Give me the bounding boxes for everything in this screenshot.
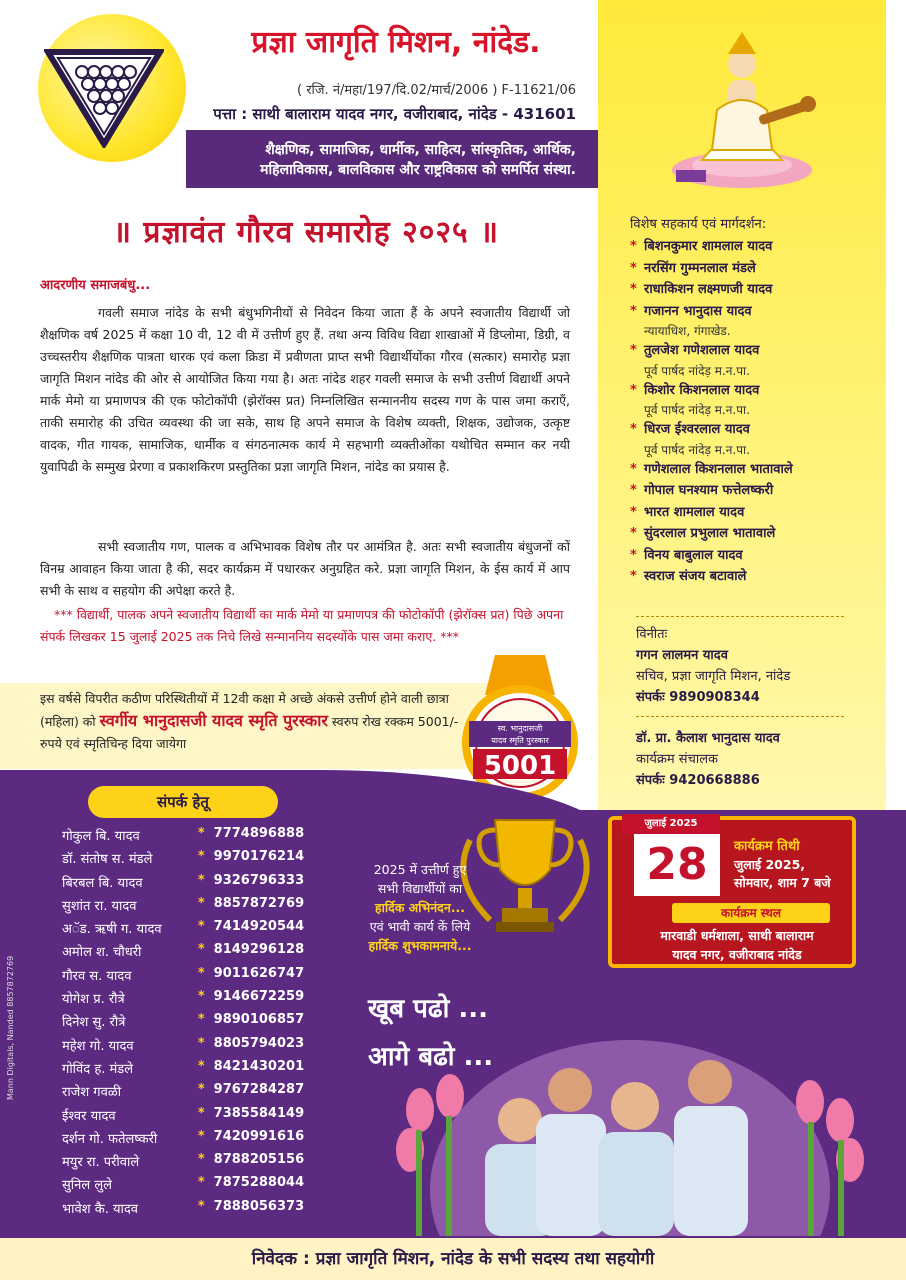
contact-name: गोविंद ह. मंडले	[62, 1061, 134, 1077]
guidance-sidebar	[630, 214, 880, 588]
contact-phone: 9326796333	[213, 872, 305, 888]
bullet-star-icon: *	[197, 919, 205, 935]
contact-name: सुशांत रा. यादव	[62, 898, 137, 914]
contact-phone: 7888056373	[213, 1198, 305, 1214]
registration-number: ( रजि. नं/महा/197/दि.02/मार्च/2006 ) F-11621/06	[297, 83, 576, 98]
member-name: बिशनकुमार शामलाल यादव	[644, 239, 773, 254]
bullet-star-icon: *	[630, 343, 637, 358]
contact-row	[62, 966, 322, 989]
guidance-member	[630, 480, 880, 502]
contact-name: अॅड. ऋषी ग. यादव	[62, 922, 162, 938]
congrats-line4: एवं भावी कार्य कें लिये	[369, 919, 471, 934]
designer-credit: Mann Digitals, Nanded 8857872769	[6, 955, 15, 1100]
contact-phone: 9890106857	[213, 1012, 305, 1028]
tagline-line1: शैक्षणिक, सामाजिक, धार्मीक, साहित्य, सांस्कृतिक, आर्थिक,	[265, 142, 576, 158]
contact-name: बिरबल बि. यादव	[62, 875, 143, 891]
contact-row	[62, 1082, 322, 1105]
contact-phone: 8421430201	[213, 1058, 305, 1074]
member-name: तुलजेश गणेशलाल यादव	[644, 343, 760, 358]
sidebar-divider	[636, 616, 844, 617]
guidance-member	[630, 380, 880, 420]
bullet-star-icon: *	[630, 547, 637, 563]
contact-phone: 7875288044	[213, 1175, 305, 1191]
medal-label-1: स्व. भानुदासजी	[497, 724, 543, 733]
medal-label-2: यादव स्मृति पुरस्कार	[491, 736, 549, 745]
bullet-star-icon: *	[197, 1152, 205, 1168]
bullet-star-icon: *	[197, 1128, 205, 1144]
member-name: स्वराज संजय बटावाले	[644, 569, 747, 584]
guidance-member	[630, 502, 880, 524]
tagline-line2: महिलाविकास, बालविकास और राष्ट्रविकास को समर्पित संस्था.	[260, 162, 576, 178]
org-title: प्रज्ञा जागृति मिशन, नांदेड.	[251, 25, 541, 60]
contact-name: गौरव स. यादव	[62, 968, 132, 984]
secretary-contact: संपर्कः 9890908344	[636, 690, 760, 705]
contact-row	[62, 849, 322, 872]
letter-paragraph-2: सभी स्वजातीय गण, पालक व अभिभावक विशेष तौर पर आमंत्रित है. अतः सभी स्वजातीय बंधुजनों कों विनम्र आवाहन किया जाता है की, सदर कार्यक्रम में पधारकर अनुग्रहित करे. प्रज्ञा जागृति मिशन, के ईस कार्य में आप सभी के साथ व सहयोग की अपेक्षा करते है.	[40, 539, 570, 598]
congrats-text	[330, 860, 510, 955]
event-date	[734, 856, 831, 892]
member-name: राधाकिशन लक्ष्मणजी यादव	[644, 282, 773, 297]
contact-phone: 8805794023	[213, 1035, 305, 1051]
contact-row	[62, 1012, 322, 1035]
contact-name: दर्शन गो. फतेलष्करी	[62, 1131, 158, 1147]
director-role: कार्यक्रम संचालक	[636, 752, 718, 767]
contact-heading: संपर्क हेतू	[88, 786, 278, 818]
contact-row	[62, 1199, 322, 1222]
bullet-star-icon: *	[197, 872, 205, 888]
contact-name: डॉ. संतोष स. मंडले	[62, 852, 153, 868]
saraswati-illustration	[662, 20, 822, 192]
bullet-star-icon: *	[197, 895, 205, 911]
venue-text	[622, 926, 852, 964]
contact-list	[62, 826, 322, 1222]
member-name: किशोर किशनलाल यादव	[644, 382, 760, 398]
guidance-member	[630, 279, 880, 301]
slogan-line1: खूब पढो ...	[368, 994, 488, 1024]
bullet-star-icon: *	[197, 942, 205, 958]
member-title: न्यायाधिश, गंगाखेड.	[644, 324, 731, 338]
guidance-member	[630, 301, 880, 341]
secretary-role: सचिव, प्रज्ञा जागृति मिशन, नांदेड	[636, 669, 791, 684]
right-margin	[886, 0, 906, 822]
footer-credit: निवेदक : प्रज्ञा जागृति मिशन, नांदेड के सभी सदस्य तथा सहयोगी	[0, 1238, 906, 1280]
contact-row	[62, 1036, 322, 1059]
bullet-star-icon: *	[630, 282, 637, 297]
bullet-star-icon: *	[197, 1175, 205, 1191]
bullet-star-icon: *	[630, 569, 637, 584]
guidance-member	[630, 566, 880, 588]
greeting: आदरणीय समाजबंधु...	[40, 278, 151, 293]
award-text-after: स्वरुप रोख रक्कम 5001/- रुपये एवं स्मृतिचिन्ह दिया जायेगा	[40, 714, 459, 751]
contact-row	[62, 826, 322, 849]
bullet-star-icon: *	[630, 483, 637, 498]
contact-row	[62, 1129, 322, 1152]
venue-heading: कार्यक्रम स्थल	[672, 903, 830, 923]
member-name: भारत शामलाल यादव	[644, 504, 745, 520]
member-name: नरसिंग गुम्मनलाल मंडले	[644, 260, 756, 276]
award-text	[40, 688, 460, 755]
contact-name: सुनिल लुले	[62, 1178, 112, 1194]
member-name: गोपाल घनश्याम फत्तेलष्करी	[644, 483, 774, 498]
contact-phone: 9011626747	[213, 965, 305, 981]
contact-name: गोकुल बि. यादव	[62, 829, 140, 844]
member-title: पूर्व पार्षद नांदेड़ म.न.पा.	[644, 442, 750, 457]
congrats-line3: हार्दिक अभिनंदन...	[374, 900, 466, 915]
contact-phone: 7414920544	[213, 919, 305, 935]
congrats-line1: 2025 में उत्तीर्ण हुए	[373, 862, 467, 877]
contact-phone: 9767284287	[213, 1082, 305, 1098]
director-contact: संपर्कः 9420668886	[636, 773, 760, 788]
event-date-heading: कार्यक्रम तिथी	[734, 839, 800, 854]
contact-name: अमोल श. चौधरी	[62, 945, 142, 961]
member-title: पूर्व पार्षद नांदेड़ म.न.पा.	[644, 403, 750, 417]
contact-row	[62, 1152, 322, 1175]
guidance-member	[630, 236, 880, 258]
bullet-star-icon: *	[630, 382, 637, 398]
bullet-star-icon: *	[197, 1058, 205, 1074]
bullet-star-icon: *	[630, 422, 637, 437]
member-name: गजानन भानुदास यादव	[644, 303, 752, 319]
contact-row	[62, 896, 322, 919]
vinit-label: विनीतः	[636, 627, 668, 642]
contact-row	[62, 919, 322, 942]
bullet-star-icon: *	[630, 504, 637, 520]
contact-row	[62, 989, 322, 1012]
contact-phone: 8149296128	[213, 942, 305, 958]
bullet-star-icon: *	[630, 526, 637, 541]
event-title: ॥ प्रज्ञावंत गौरव समारोह २०२५ ॥	[113, 215, 499, 250]
event-date-line1: जुलाई 2025,	[734, 857, 806, 872]
congrats-line5: हार्दिक शुभकामनाये...	[368, 938, 472, 953]
sidebar-heading: विशेष सहकार्य एवं मार्गदर्शन:	[630, 217, 767, 232]
contact-row	[62, 1175, 322, 1198]
letter-paragraph-1: गवली समाज नांदेड के सभी बंधुभगिनीयों से निवेदन किया जाता हैं के अपने स्वजातीय विद्यार्थी जो शैक्षणिक वर्ष 2025 में कक्षा 10 वी, 12 वी में उत्तीर्ण हुए हैं. तथा अन्य विविध विद्या शाखाओं में डिप्लोमा, डिग्री, व उच्चस्तरीय शैक्षणिक पात्रता धारक एवं कला क्रिडा में प्रवीणता प्राप्त सभी विद्यार्थीयोंका गौरव (सत्कार) समारोह प्रज्ञा जागृति मिशन नांदेड की ओर से आयोजित किया गया है। अतः नांदेड शहर गवली समाज के सभी उत्तीर्ण विद्यार्थी अपने मार्क मेमो या प्रमाणपत्र की एक फोटोकॉपी (झेरॉक्स प्रत) निम्नलिखित सन्माननीय सदस्य गण के पास जमा कराएँ, ताकी समारोह की उचित व्यवस्था की जा सके, साथ हि अपने समाज के विशेष व्यक्ती, शिक्षक, उद्योजक, उत्कृष्ट वादक, गीत गायक, सामाजिक, धार्मीक व संगठनात्मक कार्य मे सहभागी व्यक्तीओंका यथोचित सम्मान कर नयी युवापिढी के सम्मुख प्रेरणा व प्रकाशकिरण प्रस्तुतिका प्रज्ञा जागृति मिशन, नांदेड का प्रयास है.	[40, 305, 570, 474]
contact-row	[62, 873, 322, 896]
award-text-before: इस वर्षसे विपरीत कठीण परिस्थितीयों में 12वी कक्षा मे अच्छे अंकसे उत्तीर्ण होने वाली छात्रा (महिला) को	[40, 691, 449, 729]
medal-amount: 5001	[483, 751, 557, 781]
bullet-star-icon: *	[197, 1198, 205, 1214]
students-illustration	[380, 1040, 880, 1236]
org-address: पत्ता : साथी बालाराम यादव नगर, वजीराबाद, नांदेड - 431601	[213, 105, 576, 123]
member-name: सुंदरलाल प्रभुलाल भातावाले	[644, 526, 776, 541]
bullet-star-icon: *	[197, 1035, 205, 1051]
bullet-star-icon: *	[630, 239, 637, 254]
contact-phone: 8788205156	[213, 1152, 305, 1168]
contact-row	[62, 1059, 322, 1082]
venue-line1: मारवाडी धर्मशाला, साथी बालाराम	[660, 928, 814, 943]
contact-name: ईश्वर यादव	[62, 1108, 116, 1124]
director-name: डॉ. प्रा. कैलाश भानुदास यादव	[636, 731, 780, 746]
contact-name: भावेश कै. यादव	[62, 1201, 138, 1217]
contact-phone: 7774896888	[213, 826, 305, 841]
member-title: पूर्व पार्षद नांदेड़ म.न.पा.	[644, 363, 750, 378]
tagline-band	[186, 130, 598, 188]
congrats-line2: सभी विद्यार्थीयों का	[377, 881, 463, 896]
guidance-member	[630, 340, 880, 380]
guidance-member	[630, 545, 880, 567]
contact-row	[62, 942, 322, 965]
bullet-star-icon: *	[630, 461, 637, 477]
org-logo-icon	[44, 48, 164, 148]
bullet-star-icon: *	[197, 1105, 205, 1121]
contact-phone: 8857872769	[213, 895, 305, 911]
bullet-star-icon: *	[197, 989, 205, 1005]
member-name: गणेशलाल किशनलाल भातावाले	[644, 461, 793, 477]
contact-phone: 7385584149	[213, 1105, 305, 1121]
bullet-star-icon: *	[197, 965, 205, 981]
bullet-star-icon: *	[630, 260, 637, 276]
event-month-tag: जुलाई 2025	[622, 814, 720, 834]
submission-note: *** विद्यार्थी, पालक अपने स्वजातीय विद्यार्थी का मार्क मेमो या प्रमाणपत्र की फोटोकॉपी (झेरॉक्स प्रत) पिछे अपना संपर्क लिखकर 15 जुलाई 2025 तक निचे लिखे सन्माननिय सदस्योंके पास जमा कराए. ***	[40, 607, 564, 644]
award-name: स्वर्गीय भानुदासजी यादव स्मृति पुरस्कार	[99, 711, 328, 730]
bullet-star-icon: *	[197, 1082, 205, 1098]
guidance-member	[630, 459, 880, 481]
member-name: धिरज ईश्वरलाल यादव	[644, 422, 750, 437]
guidance-member	[630, 523, 880, 545]
contact-phone: 9970176214	[213, 849, 305, 865]
guidance-list	[630, 236, 880, 588]
member-name: विनय बाबुलाल यादव	[644, 547, 743, 563]
contact-phone: 7420991616	[213, 1128, 305, 1144]
contact-phone: 9146672259	[213, 989, 305, 1005]
contact-row	[62, 1106, 322, 1129]
slogan-line2: आगे बढो ...	[368, 1042, 494, 1072]
event-day: 28	[634, 834, 720, 896]
event-date-line2: सोमवार, शाम 7 बजे	[734, 875, 831, 890]
secretary-name: गगन लालमन यादव	[636, 648, 728, 663]
director-block	[636, 728, 876, 791]
bullet-star-icon: *	[630, 303, 637, 319]
venue-line2: यादव नगर, वजीराबाद नांदेड	[672, 947, 802, 962]
vinit-block	[636, 624, 876, 708]
contact-name: महेश गो. यादव	[62, 1038, 134, 1054]
contact-name: राजेश गवळी	[62, 1085, 122, 1101]
contact-name: मयुर रा. परीवाले	[62, 1155, 140, 1171]
contact-name: योगेश प्र. रौत्रे	[62, 992, 125, 1008]
guidance-member	[630, 258, 880, 280]
bullet-star-icon: *	[197, 1012, 205, 1028]
sidebar-divider-2	[636, 716, 844, 717]
guidance-member	[630, 419, 880, 459]
contact-name: दिनेश सु. रौत्रे	[62, 1015, 126, 1031]
bullet-star-icon: *	[197, 849, 205, 865]
bullet-star-icon: *	[197, 826, 205, 841]
